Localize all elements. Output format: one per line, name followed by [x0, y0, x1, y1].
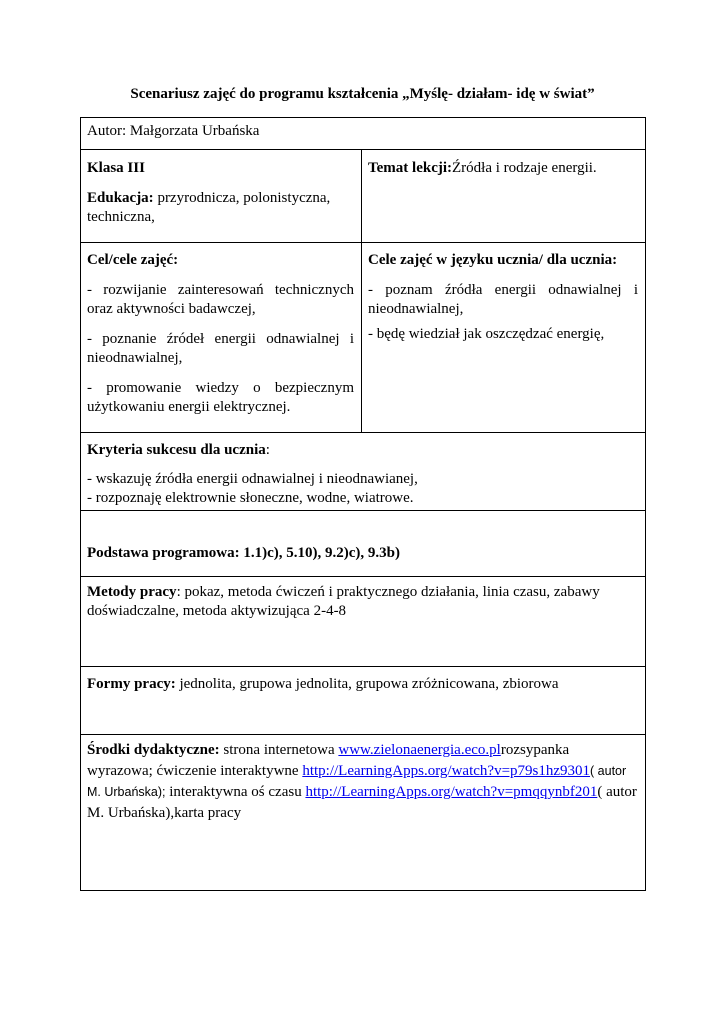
goals-cell	[81, 243, 362, 432]
topic-label: Temat lekcji:	[368, 160, 453, 176]
topic-text	[368, 159, 638, 178]
author-text: Autor: Małgorzata Urbańska	[87, 123, 260, 139]
education-text	[87, 189, 354, 227]
resources-author-note-1: ( autor M. Urbańska);	[87, 764, 627, 799]
resources-text-2: rozsypanka wyrazowa; ćwiczenie interaktywne	[87, 742, 570, 779]
methods-value: : pokaz, metoda ćwiczeń i praktycznego działania, linia czasu, zabawy doświadczalne, metoda aktywizująca 2-4-8	[87, 584, 600, 619]
criteria-colon: :	[265, 442, 270, 458]
goals-row	[81, 243, 645, 433]
learningapps-timeline-link[interactable]: http://LearningApps.org/watch?v=pmqqynbf201	[305, 784, 598, 800]
student-goals-cell	[362, 243, 645, 432]
forms-value: jednolita, grupowa jednolita, grupowa zróżnicowana, zbiorowa	[175, 676, 559, 692]
class-label: Klasa III	[87, 160, 145, 176]
student-goals-heading: Cele zajęć w języku ucznia/ dla ucznia:	[368, 252, 618, 268]
forms-label: Formy pracy:	[87, 676, 176, 692]
page-title: Scenariusz zajęć do programu kształcenia „Myślę- działam- idę w świat”	[130, 86, 595, 102]
criteria-heading	[87, 441, 638, 460]
resources-text-1: strona internetowa	[219, 742, 339, 758]
criteria-item: - rozpoznaję elektrownie słoneczne, wodne, wiatrowe.	[87, 490, 414, 506]
criteria-item: - wskazuję źródła energii odnawialnej i nieodnawianej,	[87, 471, 418, 487]
resources-text-5: ( autor M. Urbańska),karta pracy	[87, 784, 637, 821]
methods-row	[81, 577, 645, 667]
topic-cell	[362, 150, 645, 242]
resources-row	[81, 735, 645, 890]
criteria-row	[81, 433, 645, 511]
class-topic-row	[81, 150, 645, 243]
curriculum-text: Podstawa programowa: 1.1)c), 5.10), 9.2)c), 9.3b)	[87, 545, 401, 561]
student-goal-item: - poznam źródła energii odnawialnej i nieodnawialnej,	[368, 282, 638, 317]
goal-item: - poznanie źródeł energii odnawialnej i nieodnawialnej,	[87, 331, 354, 366]
resources-label: Środki dydaktyczne:	[87, 742, 220, 758]
methods-text	[87, 583, 638, 621]
resources-text-4: interaktywna oś czasu	[165, 784, 306, 800]
curriculum-row	[81, 511, 645, 577]
education-label: Edukacja:	[87, 190, 154, 206]
criteria-label: Kryteria sukcesu dla ucznia	[87, 442, 266, 458]
education-value: przyrodnicza, polonistyczna, techniczna,	[87, 190, 331, 225]
zielonaenergia-link[interactable]: www.zielonaenergia.eco.pl	[338, 742, 501, 758]
forms-text	[87, 675, 638, 694]
scenario-table	[80, 117, 646, 891]
goal-item: - promowanie wiedzy o bezpiecznym użytkowaniu energii elektrycznej.	[87, 380, 354, 415]
class-cell	[81, 150, 362, 242]
student-goal-item: - będę wiedział jak oszczędzać energię,	[368, 326, 605, 342]
methods-label: Metody pracy	[87, 584, 177, 600]
resources-text	[87, 740, 638, 824]
topic-value: Źródła i rodzaje energii.	[452, 160, 597, 176]
forms-row	[81, 667, 645, 735]
goals-heading: Cel/cele zajęć:	[87, 252, 179, 268]
author-row	[81, 118, 645, 150]
learningapps-exercise-link[interactable]: http://LearningApps.org/watch?v=p79s1hz9301	[302, 763, 591, 779]
goal-item: - rozwijanie zainteresowań technicznych oraz aktywności badawczej,	[87, 282, 354, 317]
